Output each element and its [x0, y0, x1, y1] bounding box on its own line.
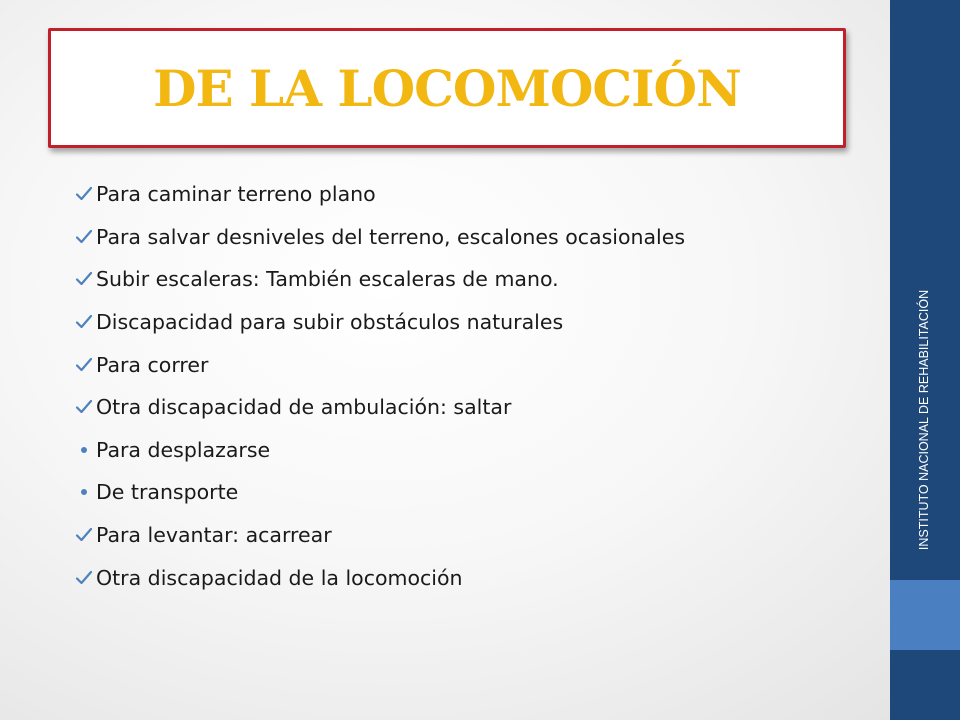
- list-item: [72, 216, 872, 259]
- list-item-text: Para caminar terreno plano: [96, 182, 376, 207]
- list-item: [72, 429, 872, 472]
- bullet-dot-icon: [72, 489, 96, 495]
- list-item: [72, 343, 872, 386]
- checkmark-icon: [72, 569, 96, 587]
- list-item: [72, 386, 872, 429]
- checkmark-icon: [72, 270, 96, 288]
- sidebar-label: INSTITUTO NACIONAL DE REHABILITACIÓN: [917, 289, 931, 551]
- bullet-list: [72, 173, 872, 599]
- list-item-text: Para salvar desniveles del terreno, escalones ocasionales: [96, 224, 686, 249]
- checkmark-icon: [72, 313, 96, 331]
- bullet-dot-icon: [72, 447, 96, 453]
- list-item-text: Otra discapacidad de ambulación: saltar: [96, 395, 512, 420]
- list-item-text: Otra discapacidad de la locomoción: [96, 565, 463, 590]
- list-item-text: Para desplazarse: [96, 437, 271, 462]
- list-item-text: Para correr: [96, 352, 209, 377]
- list-item: [72, 471, 872, 514]
- list-item-text: Subir escaleras: También escaleras de mano.: [96, 267, 559, 292]
- list-item: [72, 514, 872, 557]
- checkmark-icon: [72, 526, 96, 544]
- checkmark-icon: [72, 228, 96, 246]
- checkmark-icon: [72, 398, 96, 416]
- checkmark-icon: [72, 356, 96, 374]
- list-item: [72, 301, 872, 344]
- list-item: [72, 556, 872, 599]
- title-box: [48, 28, 846, 148]
- list-item-text: Discapacidad para subir obstáculos naturales: [96, 310, 564, 335]
- slide-title: DE LA LOCOMOCIÓN: [153, 58, 741, 118]
- checkmark-icon: [72, 185, 96, 203]
- list-item-text: De transporte: [96, 480, 239, 505]
- list-item-text: Para levantar: acarrear: [96, 523, 332, 548]
- list-item: [72, 173, 872, 216]
- list-item: [72, 258, 872, 301]
- sidebar-accent-block: [890, 580, 960, 650]
